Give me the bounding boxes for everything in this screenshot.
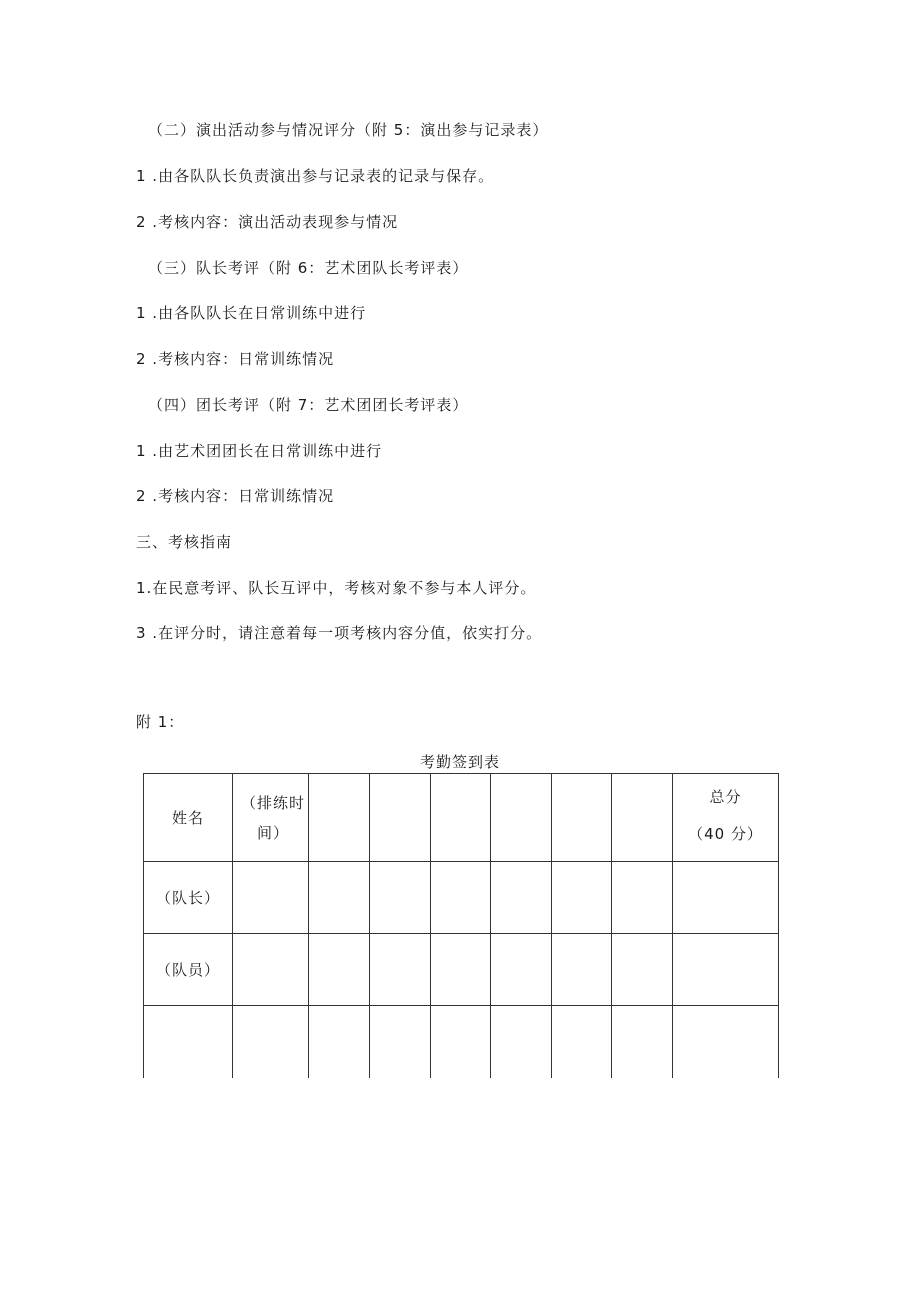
row-name: （队员） <box>144 934 233 1006</box>
table-cell <box>431 1006 491 1078</box>
paragraph: 1.在民意考评、队长互评中，考核对象不参与本人评分。 <box>136 579 537 597</box>
table-cell <box>431 862 491 934</box>
table-cell <box>431 934 491 1006</box>
row-name <box>144 1006 233 1078</box>
table-cell <box>309 1006 370 1078</box>
header-rehearsal-time <box>233 774 309 862</box>
table-cell <box>233 862 309 934</box>
header-cell <box>552 774 612 862</box>
paragraph: 1 .由各队队长在日常训练中进行 <box>136 304 367 322</box>
table-cell <box>552 934 612 1006</box>
table-cell <box>233 1006 309 1078</box>
row-name: （队长） <box>144 862 233 934</box>
table-cell <box>673 934 779 1006</box>
section-heading-3: （三）队长考评（附 6：艺术团队长考评表） <box>148 259 469 277</box>
paragraph: 2 .考核内容：日常训练情况 <box>136 350 335 368</box>
table-row <box>144 934 779 1006</box>
header-time-line1: （排练时 <box>241 794 306 812</box>
table-cell <box>552 862 612 934</box>
appendix-label: 附 1： <box>136 713 185 731</box>
table-cell <box>612 934 673 1006</box>
table-cell <box>370 934 431 1006</box>
table-cell <box>491 1006 552 1078</box>
header-total-line2: （40 分） <box>688 825 763 843</box>
table-cell <box>309 862 370 934</box>
table-cell <box>612 862 673 934</box>
table-cell <box>370 1006 431 1078</box>
paragraph: 3 .在评分时，请注意着每一项考核内容分值，依实打分。 <box>136 624 543 642</box>
table-cell <box>309 934 370 1006</box>
paragraph: 2 .考核内容：日常训练情况 <box>136 487 335 505</box>
attendance-table <box>143 773 779 1078</box>
table-cell <box>673 1006 779 1078</box>
paragraph: 1 .由各队队长负责演出参与记录表的记录与保存。 <box>136 167 495 185</box>
section-heading-2: （二）演出活动参与情况评分（附 5：演出参与记录表） <box>148 121 549 139</box>
table-header-row <box>144 774 779 862</box>
table-cell <box>552 1006 612 1078</box>
table-row <box>144 862 779 934</box>
paragraph: 2 .考核内容：演出活动表现参与情况 <box>136 213 399 231</box>
header-cell <box>370 774 431 862</box>
table-cell <box>233 934 309 1006</box>
table-cell <box>612 1006 673 1078</box>
header-cell <box>612 774 673 862</box>
table-cell <box>673 862 779 934</box>
table-title: 考勤签到表 <box>419 753 500 771</box>
table-row <box>144 1006 779 1078</box>
header-name: 姓名 <box>144 774 233 862</box>
paragraph: 1 .由艺术团团长在日常训练中进行 <box>136 442 383 460</box>
table-cell <box>491 934 552 1006</box>
header-cell <box>309 774 370 862</box>
header-cell <box>491 774 552 862</box>
section-heading-4: （四）团长考评（附 7：艺术团团长考评表） <box>148 396 469 414</box>
header-cell <box>431 774 491 862</box>
header-total-score <box>673 774 779 862</box>
table-cell <box>491 862 552 934</box>
chapter-heading: 三、考核指南 <box>136 533 233 551</box>
table-cell <box>370 862 431 934</box>
header-total-line1: 总分 <box>709 788 742 806</box>
header-time-line2: 间） <box>257 824 290 842</box>
